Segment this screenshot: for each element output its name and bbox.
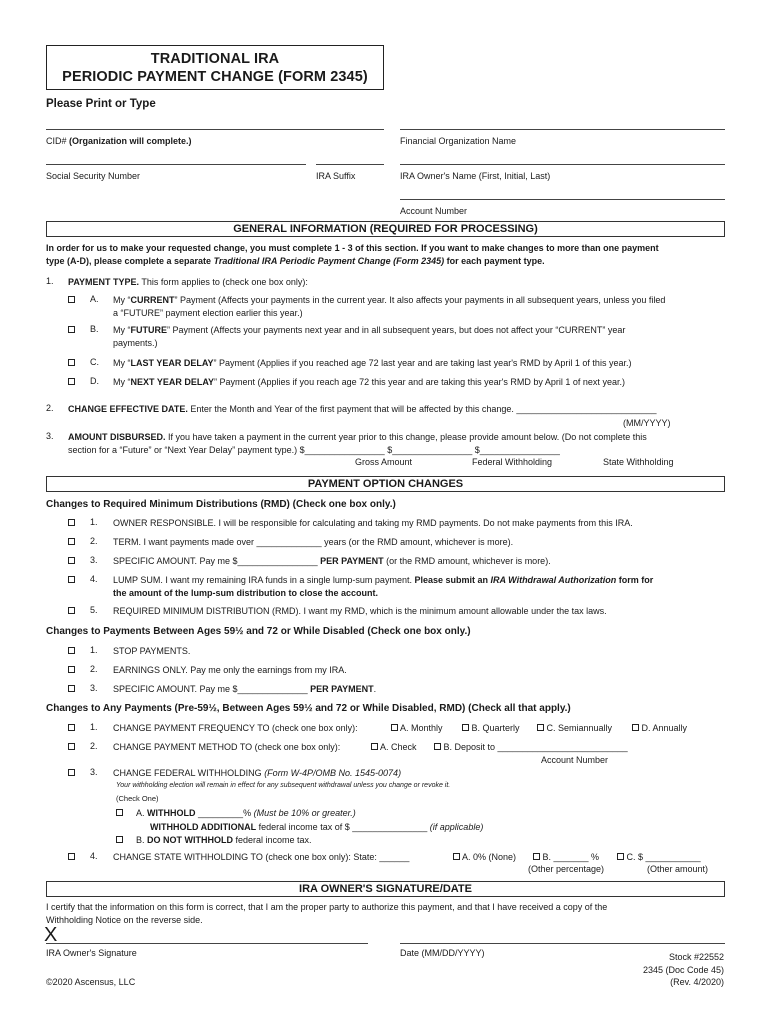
dis1-text: STOP PAYMENTS. — [113, 646, 191, 656]
any-payments-heading: Changes to Any Payments (Pre-59½, Between Ages 59½ and 72 or While Disabled, RMD) (Check all that apply.) — [46, 703, 571, 714]
rmd1-number: 1. — [90, 517, 98, 527]
option-c-letter: C. — [90, 357, 99, 367]
withhold-additional-text[interactable]: WITHHOLD ADDITIONAL federal income tax of $ _______________ (if applicable) — [150, 822, 484, 832]
other-amount-label: (Other amount) — [647, 864, 709, 874]
state-amount-option[interactable]: C. $ ___________ — [617, 851, 701, 864]
rmd1-text: OWNER RESPONSIBLE. I will be responsible for calculating and taking my RMD payments. Do not make payments from this IRA. — [113, 518, 633, 528]
withholding-note: Your withholding election will remain in effect for any subsequent withdrawal unless you change or revoke it. — [116, 782, 451, 789]
form-stock-info: Stock #22552 2345 (Doc Code 45) (Rev. 4/2020) — [642, 952, 724, 987]
any3-text: CHANGE FEDERAL WITHHOLDING (Form W-4P/OMB No. 1545-0074) — [113, 768, 402, 778]
financial-org-label: Financial Organization Name — [400, 136, 517, 146]
dis1-checkbox[interactable] — [68, 646, 75, 657]
item3-text[interactable]: AMOUNT DISBURSED. If you have taken a payment in the current year prior to this change, please provide amount below. (Do not complete this section for a “Future” or “Next Year Delay” payment type.) $________________ $________________ $________________ — [68, 432, 647, 455]
owner-name-label: IRA Owner's Name (First, Initial, Last) — [400, 171, 551, 181]
general-info-heading: GENERAL INFORMATION (REQUIRED FOR PROCESSING) — [46, 221, 725, 237]
state-percent-option[interactable]: B. _______ % — [533, 851, 599, 864]
any1-number: 1. — [90, 722, 98, 732]
form-title-box — [46, 45, 384, 90]
signature-label: IRA Owner's Signature — [46, 948, 137, 958]
rmd5-number: 5. — [90, 605, 98, 615]
payment-type-b-checkbox[interactable] — [68, 325, 75, 336]
option-a-letter: A. — [90, 294, 99, 304]
rmd1-checkbox[interactable] — [68, 518, 75, 529]
item1-number: 1. — [46, 276, 54, 286]
cid-input-line[interactable] — [46, 129, 384, 130]
any1-text: CHANGE PAYMENT FREQUENCY TO (check one box only): — [113, 723, 358, 733]
rmd-heading: Changes to Required Minimum Distributions (RMD) (Check one box only.) — [46, 499, 396, 510]
rmd3-checkbox[interactable] — [68, 556, 75, 567]
dis2-text: EARNINGS ONLY. Pay me only the earnings from my IRA. — [113, 665, 347, 675]
ira-suffix-label: IRA Suffix — [316, 171, 356, 181]
any2-checkbox[interactable] — [68, 742, 75, 753]
signature-input-line[interactable] — [46, 943, 368, 944]
state-zero-option[interactable]: A. 0% (None) — [453, 851, 516, 864]
any4-text[interactable]: CHANGE STATE WITHHOLDING TO (check one box only): State: ______ — [113, 852, 410, 862]
dis1-number: 1. — [90, 645, 98, 655]
gross-amount-label: Gross Amount — [355, 457, 413, 467]
option-d-letter: D. — [90, 376, 99, 386]
rmd3-text[interactable]: SPECIFIC AMOUNT. Pay me $________________ PER PAYMENT (or the RMD amount, whichever is more). — [113, 556, 551, 566]
payment-type-c-checkbox[interactable] — [68, 358, 75, 369]
freq-semiannually-option[interactable]: C. Semiannually — [537, 722, 612, 735]
dis3-number: 3. — [90, 683, 98, 693]
other-percentage-label: (Other percentage) — [528, 864, 605, 874]
rmd5-text: REQUIRED MINIMUM DISTRIBUTION (RMD). I want my RMD, which is the minimum amount allowable under the tax laws. — [113, 606, 607, 616]
rmd2-checkbox[interactable] — [68, 537, 75, 548]
date-label: Date (MM/DD/YYYY) — [400, 948, 485, 958]
deposit-account-number-label: Account Number — [541, 755, 609, 765]
item2-text[interactable]: CHANGE EFFECTIVE DATE. Enter the Month and Year of the first payment that will be affected by this change. ____________________________ — [68, 404, 657, 414]
mm-yyyy-label: (MM/YYYY) — [623, 418, 671, 428]
any2-number: 2. — [90, 741, 98, 751]
date-input-line[interactable] — [400, 943, 725, 944]
rmd3-number: 3. — [90, 555, 98, 565]
payment-options-heading: PAYMENT OPTION CHANGES — [46, 476, 725, 492]
freq-monthly-option[interactable]: A. Monthly — [391, 722, 443, 735]
signature-heading: IRA OWNER'S SIGNATURE/DATE — [46, 881, 725, 897]
rmd4-text: LUMP SUM. I want my remaining IRA funds in a single lump-sum payment. Please submit an IRA Withdrawal Authorization form for the amount of the lump-sum distribution to close the account. — [113, 575, 654, 598]
form-title-line2: PERIODIC PAYMENT CHANGE (FORM 2345) — [62, 69, 368, 85]
payment-type-a-checkbox[interactable] — [68, 295, 75, 306]
dis2-checkbox[interactable] — [68, 665, 75, 676]
option-b-letter: B. — [90, 324, 99, 334]
item3-number: 3. — [46, 431, 54, 441]
copyright: ©2020 Ascensus, LLC — [46, 977, 136, 987]
federal-withholding-label: Federal Withholding — [472, 457, 553, 467]
signature-x-mark: X — [44, 924, 58, 946]
option-a-text: My “CURRENT” Payment (Affects your payments in the current year. It also affects your payments in all subsequent years, unless you filed a “FUTURE” payment election earlier this year.) — [113, 295, 666, 318]
any4-number: 4. — [90, 851, 98, 861]
rmd5-checkbox[interactable] — [68, 606, 75, 617]
state-withholding-label: State Withholding — [603, 457, 674, 467]
rmd2-number: 2. — [90, 536, 98, 546]
account-number-label: Account Number — [400, 206, 468, 216]
disabled-heading: Changes to Payments Between Ages 59½ and 72 or While Disabled (Check one box only.) — [46, 626, 471, 637]
withhold-a-checkbox[interactable] — [116, 808, 123, 819]
freq-annually-option[interactable]: D. Annually — [632, 722, 687, 735]
method-check-option[interactable]: A. Check — [371, 741, 417, 754]
any3-number: 3. — [90, 767, 98, 777]
freq-quarterly-option[interactable]: B. Quarterly — [462, 722, 520, 735]
rmd2-text[interactable]: TERM. I want payments made over _____________ years (or the RMD amount, whichever is more). — [113, 537, 514, 547]
account-number-input-line[interactable] — [400, 199, 725, 200]
form-title-line1: TRADITIONAL IRA — [150, 51, 280, 67]
payment-type-d-checkbox[interactable] — [68, 377, 75, 388]
ssn-input-line[interactable] — [46, 164, 306, 165]
item2-number: 2. — [46, 403, 54, 413]
do-not-withhold-checkbox[interactable] — [116, 835, 123, 846]
financial-org-input-line[interactable] — [400, 129, 725, 130]
general-intro: In order for us to make your requested change, you must complete 1 - 3 of this section. If you want to make changes to more than one payment type (A-D), please complete a separate Traditional IRA Periodic Payment Change (Form 2345) for each payment type. — [46, 243, 659, 266]
dis3-checkbox[interactable] — [68, 684, 75, 695]
option-d-text: My “NEXT YEAR DELAY” Payment (Applies if you reach age 72 this year and are taking this year's RMD by April 1 of next year.) — [113, 377, 625, 387]
any2-text: CHANGE PAYMENT METHOD TO (check one box only): — [113, 742, 341, 752]
owner-name-input-line[interactable] — [400, 164, 725, 165]
any3-checkbox[interactable] — [68, 768, 75, 779]
check-one-note: (Check One) — [116, 794, 159, 803]
any4-checkbox[interactable] — [68, 852, 75, 863]
item1-text: PAYMENT TYPE. This form applies to (check one box only): — [68, 277, 308, 287]
dis3-text[interactable]: SPECIFIC AMOUNT. Pay me $______________ PER PAYMENT. — [113, 684, 377, 694]
print-instruction: Please Print or Type — [46, 98, 156, 110]
rmd4-number: 4. — [90, 574, 98, 584]
do-not-withhold-text: B. DO NOT WITHHOLD federal income tax. — [136, 835, 312, 845]
withhold-a-text[interactable]: A. WITHHOLD _________% (Must be 10% or greater.) — [136, 808, 356, 818]
option-b-text: My “FUTURE” Payment (Affects your payments next year and in all subsequent years, but does not affect your “CURRENT” year payments.) — [113, 325, 626, 348]
ira-suffix-input-line[interactable] — [316, 164, 384, 165]
any1-checkbox[interactable] — [68, 723, 75, 734]
option-c-text: My “LAST YEAR DELAY” Payment (Applies if you reached age 72 last year and are taking last year's RMD by April 1 of this year.) — [113, 358, 632, 368]
rmd4-checkbox[interactable] — [68, 575, 75, 586]
method-deposit-option[interactable]: B. Deposit to __________________________ — [434, 741, 628, 754]
certification-text: I certify that the information on this form is correct, that I am the proper party to authorize this payment, and that I have received a copy of the Withholding Notice on the reverse side. — [46, 902, 608, 925]
cid-label: CID# (Organization will complete.) — [46, 136, 192, 146]
ssn-label: Social Security Number — [46, 171, 141, 181]
dis2-number: 2. — [90, 664, 98, 674]
